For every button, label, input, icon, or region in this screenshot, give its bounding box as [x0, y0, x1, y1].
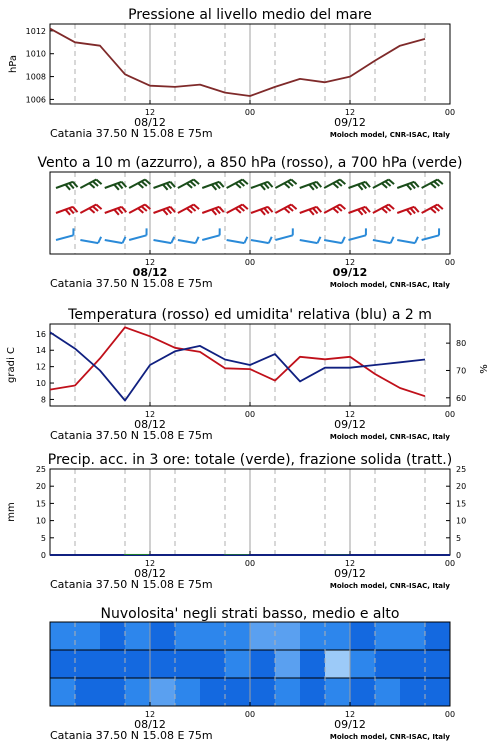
location-label: Catania 37.50 N 15.08 E 75m: [50, 277, 213, 290]
y-tick-label: 1008: [25, 72, 46, 82]
wind-barb: [275, 180, 296, 188]
cloud-cell: [175, 622, 201, 651]
y-tick-label: 10: [35, 379, 46, 389]
cloud-cell: [350, 678, 376, 707]
cloud-cell: [375, 622, 401, 651]
y-tick-label: 60: [456, 393, 467, 403]
wind-barb: [56, 228, 73, 240]
wind-barb: [202, 228, 219, 240]
y-tick-label: 80: [456, 339, 467, 349]
wind-barb: [105, 182, 127, 190]
y-tick-label: 25: [456, 465, 467, 474]
y-tick-label: 1006: [25, 95, 46, 105]
location-label: Catania 37.50 N 15.08 E 75m: [50, 429, 213, 442]
wind-barb: [202, 207, 224, 215]
cloud-cell: [175, 678, 201, 707]
y-axis-label: mm: [6, 502, 17, 522]
cloud-cell: [150, 678, 176, 707]
x-tick-label: 12: [144, 559, 156, 568]
y-axis-label: hPa: [8, 54, 19, 74]
cloud-cell: [200, 622, 226, 651]
cloud-cell: [250, 650, 276, 679]
y-tick-label: 5: [456, 533, 462, 543]
y-tick-label: 0: [456, 551, 462, 560]
x-tick-label: 12: [144, 410, 156, 419]
cloud-cell: [175, 650, 201, 679]
cloud-cell: [325, 678, 351, 707]
cloud-cell: [75, 650, 101, 679]
cloud-cell: [275, 622, 301, 651]
model-credit: Moloch model, CNR-ISAC, Italy: [329, 582, 450, 590]
y-tick-label: 5: [40, 533, 46, 543]
wind-barb: [105, 237, 126, 243]
wind-barb: [300, 182, 322, 190]
wind-barb: [80, 205, 101, 213]
cloud-cell: [325, 622, 351, 651]
cloud-cell: [150, 650, 176, 679]
date-label: 08/12: [134, 116, 166, 129]
cloud-cell: [125, 678, 151, 707]
cloud-cell: [200, 650, 226, 679]
model-credit: Moloch model, CNR-ISAC, Italy: [329, 733, 450, 741]
wind-barb: [275, 228, 292, 240]
y-axis-label-left: gradi C: [6, 347, 17, 383]
x-tick-label: 12: [344, 559, 356, 568]
location-label: Catania 37.50 N 15.08 E 75m: [50, 578, 213, 591]
date-label: 08/12: [134, 718, 166, 731]
cloud-cell: [350, 650, 376, 679]
wind-barb: [178, 180, 199, 188]
wind-barb: [227, 237, 248, 243]
x-tick-label: 12: [344, 710, 356, 719]
cloud-cell: [275, 650, 301, 679]
cloud-cell: [100, 678, 126, 707]
cloud-cell: [225, 678, 251, 707]
y-tick-label: 0: [40, 551, 46, 560]
cloud-cell: [300, 622, 326, 651]
wind-barb: [349, 207, 371, 215]
cloud-cell: [250, 678, 276, 707]
cloud-cell: [425, 678, 451, 707]
cloud-cell: [425, 622, 451, 651]
chart-title: Precip. acc. in 3 ore: totale (verde), frazione solida (tratt.): [47, 452, 453, 468]
cloud-cell: [300, 650, 326, 679]
cloud-cell: [225, 650, 251, 679]
cloud-cell: [250, 622, 276, 651]
wind-barb: [154, 237, 175, 243]
y-tick-label: 12: [35, 362, 46, 372]
date-label: 09/12: [334, 116, 366, 129]
x-tick-label: 12: [144, 710, 156, 719]
cloud-cell: [125, 622, 151, 651]
wind-barb: [80, 237, 101, 243]
y-tick-label: 10: [456, 516, 467, 526]
wind-barb: [373, 180, 394, 188]
y-tick-label: 14: [35, 346, 46, 356]
cloud-cell: [50, 622, 76, 651]
wind-barb: [129, 205, 150, 213]
x-tick-label: 00: [444, 710, 456, 719]
humidity-line: [50, 332, 425, 400]
cloud-cell: [150, 622, 176, 651]
y-tick-label: 10: [35, 516, 46, 526]
date-label: 08/12: [134, 567, 166, 580]
cloud-cell: [375, 678, 401, 707]
cloud-cell: [225, 622, 251, 651]
pressure-line: [50, 29, 425, 96]
y-tick-label: 1010: [25, 49, 46, 59]
x-tick-label: 12: [144, 258, 156, 267]
y-tick-label: 20: [35, 482, 46, 492]
date-label: 08/12: [134, 418, 166, 431]
cloud-cell: [375, 650, 401, 679]
date-label: 09/12: [332, 266, 368, 279]
wind-barb: [154, 207, 176, 215]
wind-barb: [202, 182, 224, 190]
x-tick-label: 00: [444, 559, 456, 568]
y-tick-label: 15: [35, 499, 46, 509]
wind-barb: [397, 182, 419, 190]
x-tick-label: 12: [144, 108, 156, 117]
wind-barb: [324, 205, 345, 213]
location-label: Catania 37.50 N 15.08 E 75m: [50, 729, 213, 742]
cloud-cell: [400, 678, 426, 707]
cloud-cell: [100, 622, 126, 651]
wind-barb: [178, 205, 199, 213]
date-label: 09/12: [334, 418, 366, 431]
cloud-cell: [75, 622, 101, 651]
chart-title: Temperatura (rosso) ed umidita' relativa (blu) a 2 m: [68, 307, 432, 323]
x-tick-label: 00: [244, 710, 256, 719]
date-label: 09/12: [334, 567, 366, 580]
wind-barb: [251, 207, 273, 215]
cloud-cell: [100, 650, 126, 679]
x-tick-label: 00: [444, 410, 456, 419]
x-tick-label: 00: [244, 559, 256, 568]
y-tick-label: 20: [456, 482, 467, 492]
wind-barb: [349, 228, 366, 240]
model-credit: Moloch model, CNR-ISAC, Italy: [329, 433, 450, 441]
wind-barb: [324, 237, 345, 243]
y-tick-label: 15: [456, 499, 467, 509]
x-tick-label: 00: [244, 258, 256, 267]
wind-barb: [422, 228, 439, 240]
cloud-cell: [75, 678, 101, 707]
wind-barb: [397, 237, 418, 243]
wind-barb: [275, 205, 296, 213]
wind-barb: [129, 180, 150, 188]
wind-barb: [56, 182, 78, 190]
y-tick-label: 16: [35, 329, 46, 339]
precip-bar: [124, 554, 149, 555]
precip-bar: [224, 554, 249, 555]
date-label: 08/12: [132, 266, 168, 279]
cloud-cell: [400, 650, 426, 679]
wind-barb: [373, 205, 394, 213]
x-tick-label: 00: [444, 258, 456, 267]
cloud-cell: [50, 678, 76, 707]
y-axis-label-right: %: [479, 364, 490, 374]
model-credit: Moloch model, CNR-ISAC, Italy: [329, 131, 450, 139]
wind-barb: [227, 205, 248, 213]
chart-title: Nuvolosita' negli strati basso, medio e alto: [100, 606, 400, 622]
wind-barb: [300, 207, 322, 215]
y-tick-label: 8: [40, 395, 46, 405]
wind-barb: [397, 207, 419, 215]
wind-barb: [80, 180, 101, 188]
x-tick-label: 12: [344, 410, 356, 419]
wind-barb: [300, 237, 321, 243]
x-tick-label: 00: [244, 410, 256, 419]
wind-barb: [373, 237, 394, 243]
cloud-cell: [300, 678, 326, 707]
cloud-cell: [275, 678, 301, 707]
wind-barb: [251, 182, 273, 190]
chart-title: Pressione al livello medio del mare: [128, 7, 372, 23]
chart-title: Vento a 10 m (azzurro), a 850 hPa (rosso), a 700 hPa (verde): [37, 155, 463, 171]
wind-barb: [154, 182, 176, 190]
cloud-cell: [50, 650, 76, 679]
wind-barb: [349, 182, 371, 190]
cloud-cell: [425, 650, 451, 679]
wind-barb: [105, 207, 127, 215]
cloud-cell: [400, 622, 426, 651]
location-label: Catania 37.50 N 15.08 E 75m: [50, 127, 213, 140]
wind-barb: [324, 180, 345, 188]
y-tick-label: 70: [456, 366, 467, 376]
x-tick-label: 00: [244, 108, 256, 117]
wind-barb: [129, 228, 146, 240]
wind-barb: [227, 180, 248, 188]
x-tick-label: 12: [344, 258, 356, 267]
y-tick-label: 25: [35, 465, 46, 474]
wind-barb: [251, 237, 272, 243]
wind-barb: [56, 207, 78, 215]
cloud-cell: [350, 622, 376, 651]
cloud-cell: [200, 678, 226, 707]
x-tick-label: 12: [344, 108, 356, 117]
date-label: 09/12: [334, 718, 366, 731]
wind-barb: [178, 237, 199, 243]
cloud-cell: [325, 650, 351, 679]
x-tick-label: 00: [444, 108, 456, 117]
y-tick-label: 1012: [25, 26, 46, 36]
model-credit: Moloch model, CNR-ISAC, Italy: [329, 281, 450, 289]
cloud-cell: [125, 650, 151, 679]
